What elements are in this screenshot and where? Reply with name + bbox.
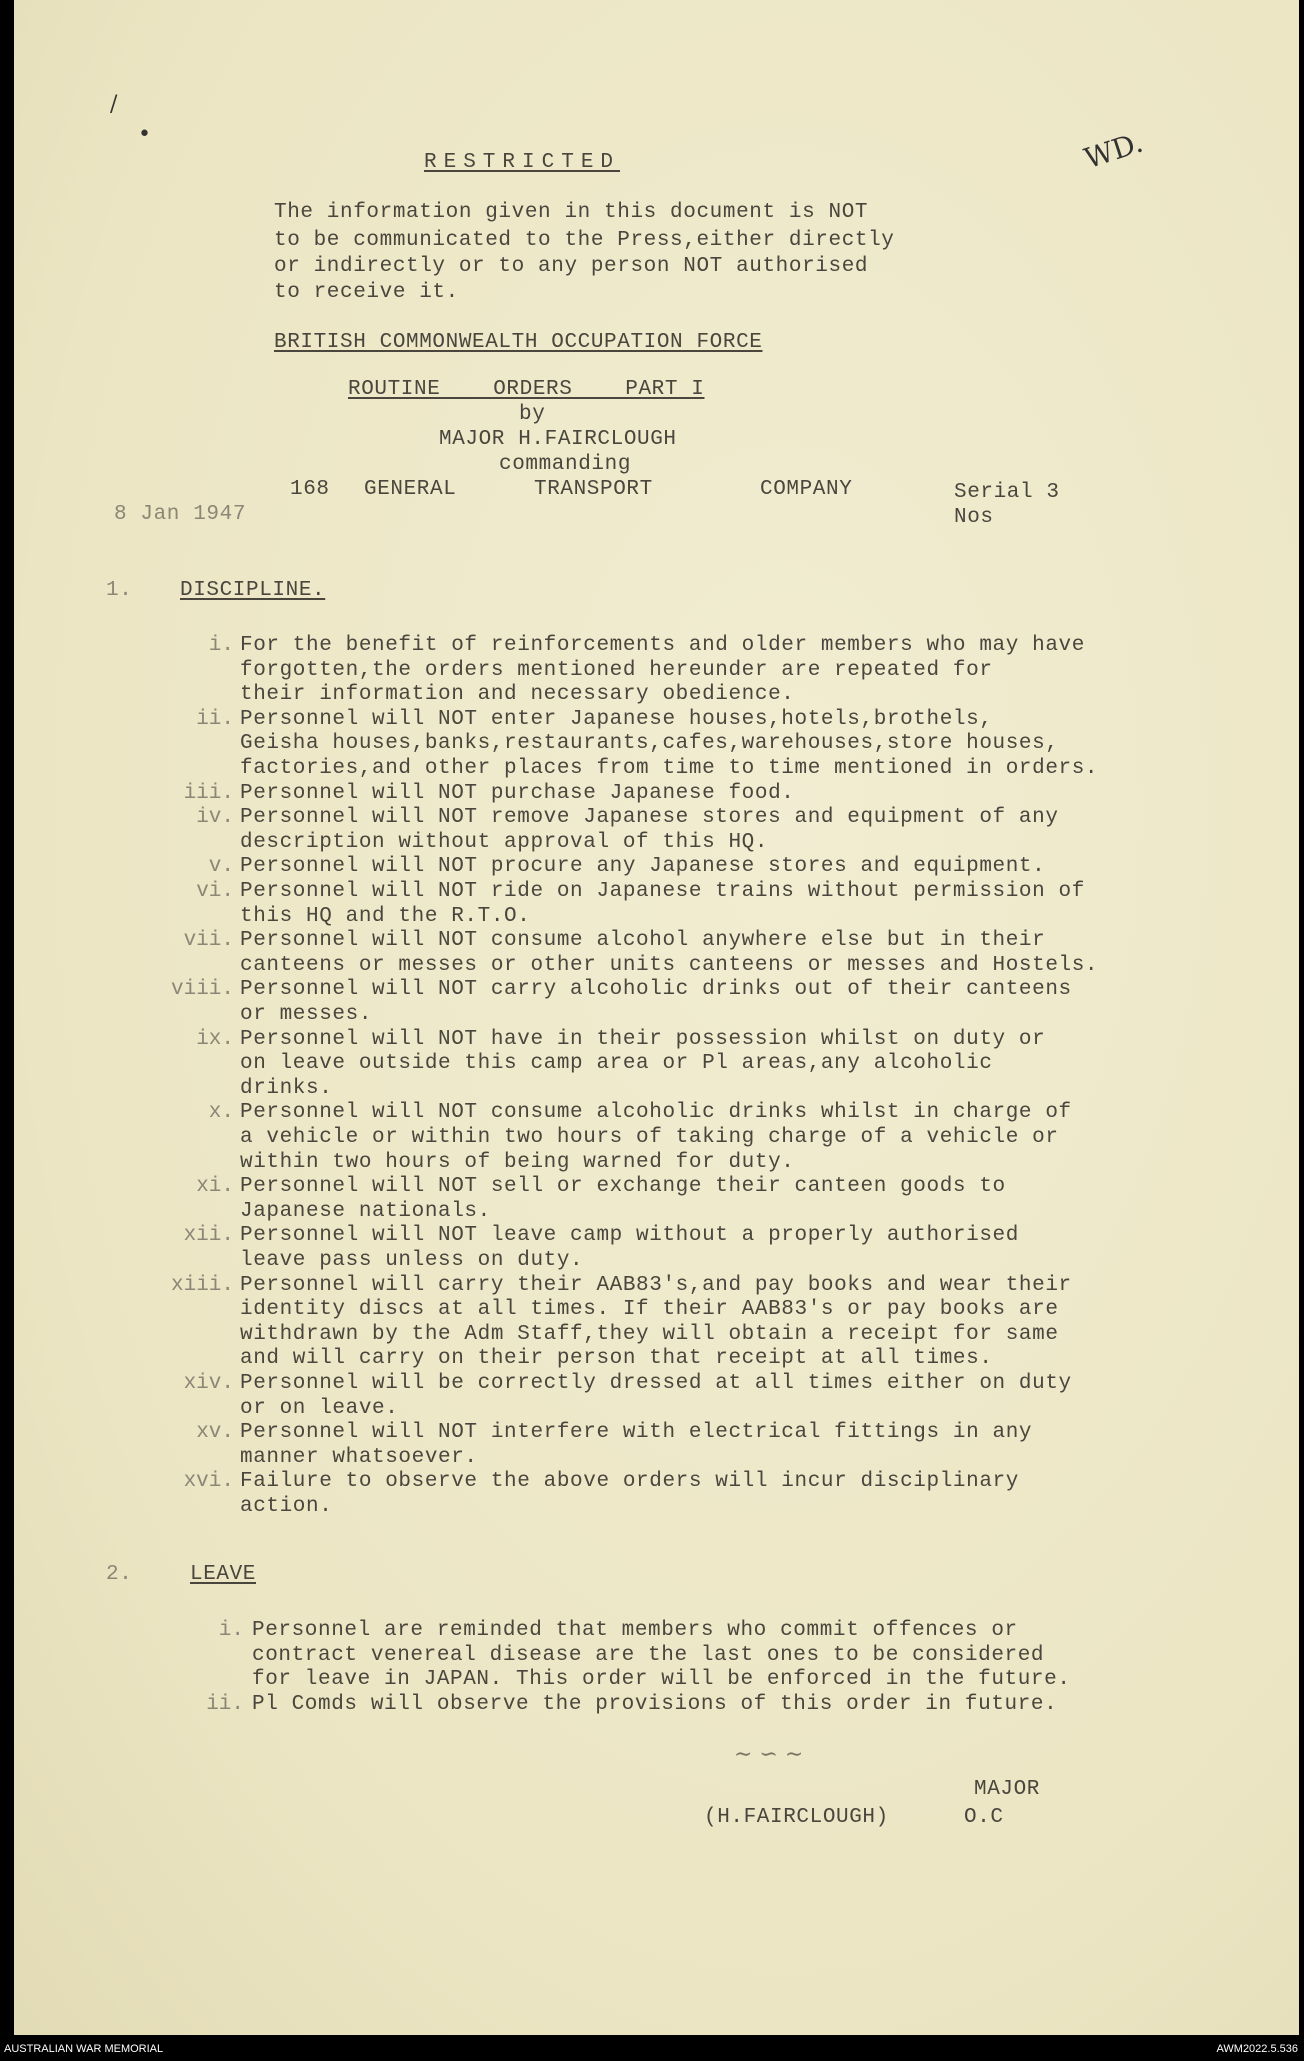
unit-word-general: GENERAL [364, 478, 457, 501]
item-text-line: within two hours of being warned for duty. [240, 1150, 795, 1174]
serial-label: Serial 3 [954, 481, 1060, 504]
org-name: BRITISH COMMONWEALTH OCCUPATION FORCE [274, 331, 763, 354]
date-stamp: 8 Jan 1947 [114, 503, 247, 526]
item-text-line: Personnel will NOT ride on Japanese trains without permission of [240, 880, 1085, 903]
notice-line: to be communicated to the Press,either directly [274, 229, 895, 252]
item-number: iii. [183, 781, 234, 805]
section-title: DISCIPLINE. [180, 579, 326, 602]
item-number: xv. [196, 1421, 234, 1445]
item-number: xi. [196, 1175, 234, 1199]
section-number: 2. [106, 1563, 133, 1586]
signature-role: O.C [964, 1806, 1004, 1829]
item-text-line: identity discs at all times. If their AAB83's or pay books are [240, 1298, 1059, 1322]
item-text-line: or on leave. [240, 1396, 399, 1420]
item-text-line: For the benefit of reinforcements and older members who may have [240, 634, 1085, 657]
item-text-line: Personnel will NOT consume alcoholic drinks whilst in charge of [240, 1101, 1072, 1125]
ink-mark-2: • [138, 122, 151, 147]
item-text-line: Personnel will NOT leave camp without a properly authorised [240, 1224, 1019, 1248]
item-text-line: Failure to observe the above orders will incur disciplinary [240, 1470, 1019, 1494]
archive-footer [0, 2035, 1304, 2061]
item-number: xiii. [170, 1273, 234, 1297]
item-number: ii. [206, 1692, 244, 1716]
section-title: LEAVE [190, 1563, 257, 1586]
item-number: v. [208, 855, 234, 879]
item-number: xvi. [183, 1470, 234, 1494]
item-text-line: this HQ and the R.T.O. [240, 904, 531, 928]
footer-accession: AWM2022.5.536 [1216, 2043, 1298, 2055]
item-number: vi. [196, 880, 234, 903]
item-text-line: contract venereal disease are the last ones to be considered [252, 1643, 1045, 1667]
item-text-line: a vehicle or within two hours of taking charge of a vehicle or [240, 1126, 1059, 1149]
item-text-line: withdrawn by the Adm Staff,they will obtain a receipt for same [240, 1322, 1059, 1346]
item-text-line: Personnel will NOT carry alcoholic drinks out of their canteens [240, 978, 1072, 1002]
item-number: ii. [196, 707, 234, 731]
item-text-line: leave pass unless on duty. [240, 1249, 584, 1272]
ink-mark: / [110, 92, 118, 117]
item-text-line: or messes. [240, 1003, 373, 1026]
footer-institution: AUSTRALIAN WAR MEMORIAL [4, 2043, 164, 2055]
signature-rank: MAJOR [974, 1778, 1041, 1801]
item-number: ix. [196, 1027, 234, 1051]
item-text-line: drinks. [240, 1076, 333, 1100]
handwritten-mark: WD. [1080, 125, 1147, 176]
item-text-line: Personnel will NOT procure any Japanese stores and equipment. [240, 855, 1046, 879]
item-text-line: canteens or messes or other units canteens or messes and Hostels. [240, 953, 1099, 977]
item-text-line: and will carry on their person that receipt at all times. [240, 1347, 993, 1371]
item-number: xii. [183, 1224, 234, 1248]
item-text-line: description without approval of this HQ. [240, 830, 769, 854]
item-text-line: forgotten,the orders mentioned hereunder are repeated for [240, 658, 993, 682]
signature-name: (H.FAIRCLOUGH) [704, 1806, 889, 1829]
item-text-line: manner whatsoever. [240, 1445, 478, 1469]
commanding-line: commanding [499, 453, 632, 476]
item-text-line: their information and necessary obedience. [240, 683, 795, 707]
item-text-line: action. [240, 1495, 333, 1518]
section-number: 1. [106, 579, 133, 602]
item-text-line: Personnel will NOT have in their possession whilst on duty or [240, 1027, 1046, 1051]
item-text-line: on leave outside this camp area or Pl areas,any alcoholic [240, 1052, 993, 1076]
notice-line: to receive it. [274, 281, 459, 304]
document-page [14, 0, 1299, 2035]
item-number: iv. [196, 806, 234, 830]
item-text-line: Japanese nationals. [240, 1199, 491, 1223]
item-text-line: Personnel will NOT purchase Japanese food. [240, 781, 795, 805]
item-text-line: Personnel will NOT interfere with electrical fittings in any [240, 1421, 1033, 1445]
item-text-line: Personnel will NOT consume alcohol anywhere else but in their [240, 929, 1046, 953]
item-text-line: Personnel will NOT enter Japanese houses,hotels,brothels, [240, 707, 993, 731]
unit-word-company: COMPANY [760, 478, 853, 501]
item-text-line: Pl Comds will observe the provisions of this order in future. [252, 1692, 1058, 1716]
signature-scribble: ∼ ∽ ∼ [734, 1742, 804, 1767]
item-text-line: Geisha houses,banks,restaurants,cafes,warehouses,store houses, [240, 732, 1059, 756]
restricted-title: RESTRICTED [424, 151, 621, 174]
item-number: x. [208, 1101, 234, 1125]
item-text-line: factories,and other places from time to time mentioned in orders. [240, 757, 1099, 780]
item-number: vii. [183, 929, 234, 953]
unit-word-transport: TRANSPORT [534, 478, 653, 501]
item-text-line: Personnel will be correctly dressed at all times either on duty [240, 1372, 1072, 1395]
item-text-line: Personnel will NOT sell or exchange their canteen goods to [240, 1175, 1006, 1199]
nos-label: Nos [954, 506, 994, 529]
item-number: i. [218, 1619, 244, 1642]
orders-line: ROUTINE ORDERS PART I [348, 378, 705, 401]
item-number: xiv. [183, 1372, 234, 1395]
notice-line: or indirectly or to any person NOT authorised [274, 255, 869, 278]
notice-line: The information given in this document is NOT [274, 201, 869, 224]
item-text-line: Personnel will NOT remove Japanese stores and equipment of any [240, 806, 1059, 830]
item-text-line: Personnel are reminded that members who commit offences or [252, 1619, 1018, 1642]
unit-number: 168 [290, 478, 330, 501]
item-number: viii. [170, 978, 234, 1002]
by-line: by [519, 403, 546, 426]
commander-name: MAJOR H.FAIRCLOUGH [439, 428, 677, 451]
item-text-line: Personnel will carry their AAB83's,and pay books and wear their [240, 1273, 1072, 1297]
item-number: i. [208, 634, 234, 657]
item-text-line: for leave in JAPAN. This order will be enforced in the future. [252, 1668, 1071, 1692]
